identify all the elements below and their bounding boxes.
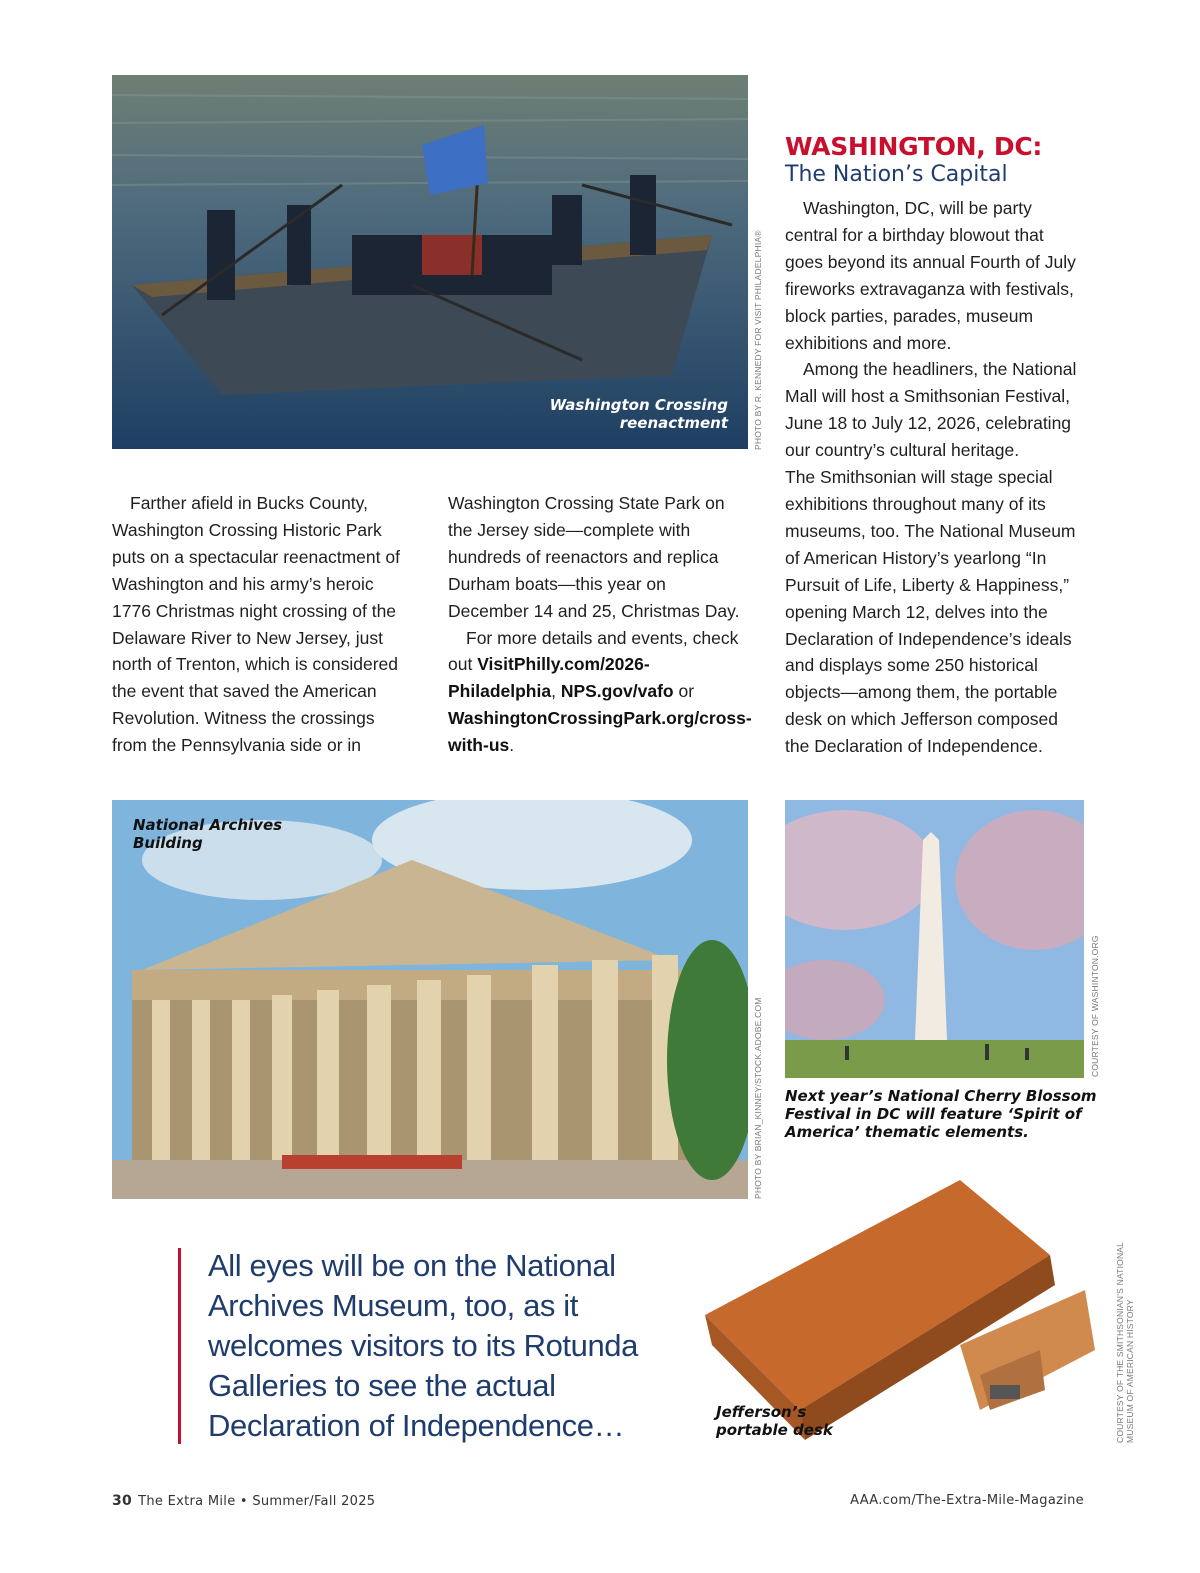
sidebar-paragraph-2: Among the headliners, the National Mall will host a Smithsonian Festival, June 18 to July 12, 2026, celebrating our country’s cultural heritage. [785, 359, 1077, 461]
boat-caption-line1: Washington Crossing [549, 396, 728, 414]
monument-photo-credit: COURTESY OF WASHINTON.ORG [1090, 935, 1100, 1077]
link-separator-2: or [673, 681, 695, 702]
footer-url[interactable]: AAA.com/The-Extra-Mile-Magazine [850, 1493, 1084, 1508]
desk-photo-credit [1115, 1242, 1135, 1443]
desk-credit-line2: MUSEUM OF AMERICAN HISTORY [1125, 1299, 1135, 1443]
desk-caption-line2: portable desk [716, 1421, 833, 1439]
sidebar-paragraph-3: The Smithsonian will stage special exhibitions throughout many of its museums, too. The National Museum of American History’s yearlong “In Pursuit of Life, Liberty & Happiness,” opening March 12, delves into the Declaration of Independence’s ideals and displays some 250 historical objects—among them, the portable desk on which Jefferson composed the Declaration of Independence. [785, 467, 1076, 757]
archives-caption-line1: National Archives [133, 816, 283, 834]
article-paragraph-3 [448, 625, 752, 760]
sidebar-heading: WASHINGTON, DC: [785, 132, 1043, 161]
visitphilly-link[interactable]: VisitPhilly.com/2026-Philadelphia [448, 654, 650, 702]
article-column-1 [112, 490, 402, 759]
article-paragraph-1: Farther afield in Bucks County, Washington Crossing Historic Park puts on a spectacular reenactment of Washington and his army’s heroic 1776 Christmas night crossing of the Delaware River to New Jersey, just north of Trenton, which is considered the event that saved the American Revolution. Witness the crossings from the Pennsylvania side or in [112, 493, 400, 756]
archives-photo-caption [133, 816, 282, 852]
pullquote: All eyes will be on the National Archives Museum, too, as it welcomes visitors to its Rotunda Galleries to see the actual Declaration of Independence… [208, 1248, 638, 1443]
article-column-2 [448, 490, 752, 759]
publication-name: The Extra Mile • Summer/Fall 2025 [138, 1494, 376, 1509]
sentence-end: . [509, 735, 515, 756]
national-archives-photo [112, 800, 748, 1199]
link-separator-1: , [551, 681, 561, 702]
pullquote-rule [178, 1248, 181, 1444]
washington-crossing-park-link[interactable]: WashingtonCrossingPark.org/cross-with-us [448, 708, 752, 756]
monument-photo-caption [785, 1087, 1097, 1141]
desk-caption-line1: Jefferson’s [716, 1403, 807, 1421]
desk-credit-line1: COURTESY OF THE SMITHSONIAN’S NATIONAL [1115, 1241, 1125, 1443]
boat-caption-line2: reenactment [619, 414, 728, 432]
archives-caption-line2: Building [133, 834, 203, 852]
boat-reenactment-photo [112, 75, 748, 449]
sidebar-body [785, 195, 1085, 760]
desk-photo-caption [716, 1403, 833, 1439]
boat-photo-credit: PHOTO BY R. KENNEDY FOR VISIT PHILADELPHIA® [753, 230, 763, 450]
page-footer-left [112, 1493, 375, 1509]
monument-caption-line1: Next year’s National Cherry Blossom [785, 1087, 1097, 1105]
nps-link[interactable]: NPS.gov/vafo [560, 681, 674, 702]
sidebar-subheading: The Nation’s Capital [785, 162, 1008, 187]
sidebar-paragraph-1: Washington, DC, will be party central for a birthday blowout that goes beyond its annual Fourth of July fireworks extravaganza with festivals, block parties, parades, museum exhibitions and more. [785, 198, 1076, 353]
boat-photo-caption [520, 396, 728, 432]
monument-caption-line3: America’ thematic elements. [785, 1123, 1029, 1141]
archives-photo-credit: PHOTO BY BRIAN_KINNEY/STOCK.ADOBE.COM [753, 997, 763, 1199]
monument-caption-line2: Festival in DC will feature ‘Spirit of [785, 1105, 1082, 1123]
article-paragraph-2: Washington Crossing State Park on the Jersey side—complete with hundreds of reenactors and replica Durham boats—this year on December 14 and 25, Christmas Day. [448, 493, 740, 621]
washington-monument-photo [785, 800, 1084, 1078]
page-number: 30 [112, 1493, 133, 1509]
details-intro: For more details and events, check out [448, 627, 739, 675]
